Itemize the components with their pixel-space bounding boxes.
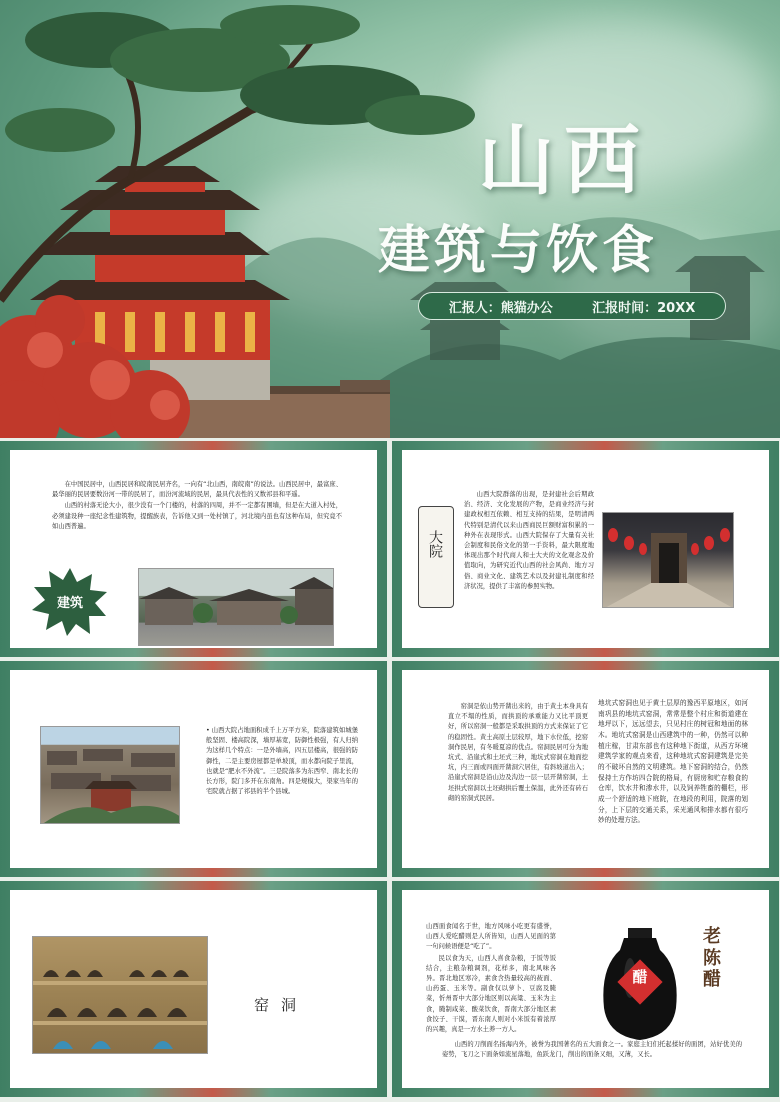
- title-slide: [0, 0, 780, 438]
- hero-title: 山西: [478, 116, 650, 205]
- report-info-bar: [418, 292, 726, 320]
- aerial-rooftops-icon: [41, 727, 180, 824]
- courtyard-features-text: [206, 726, 358, 798]
- slide-courtyard-features: [0, 661, 387, 877]
- paragraph: 地坑式窑洞也见于黄土层厚的豫西平原地区，如河南巩县的地坑式窑洞，常常是整个村庄和街道建在地坪以下，远远望去，只见村庄的树冠和地面的林木。地坑式窑洞是山西建筑中的一种，仍然可以种植庄稼，甘肃东部也有这种地下街道，从西方环境建筑学家的观点来看，这种地坑式窑洞建筑是完美的不破坏自然的文明建筑。地下窑洞的结合，仍然保持土方作坊四合院的格局，有厨房和贮存粮食的仓库，饮水井和渗水井，以及饲养牲畜的棚栏，形成一个舒适的地下庭院，在地段的利用，院落的划分，上下层的交通关系，采光通风和排水都有很巧妙的处理方法。: [598, 699, 748, 825]
- badge-label: 建筑: [56, 596, 83, 611]
- paragraph: 在中国民居中，山西民居和皖南民居齐名，一向有“北山西，南皖南”的说法。山西民居中，最富庶、最华丽的民居要数汾河一带的民居了，而汾河流域的民居，最具代表性的又数祁县和平遥。: [52, 481, 342, 499]
- slide-cuisine: [392, 881, 779, 1097]
- cave-dwelling-photo: [32, 936, 208, 1054]
- noodle-text: [442, 1040, 742, 1061]
- report-time-label: 汇报时间：20XX: [592, 300, 696, 316]
- lantern-courtyard-icon: [603, 513, 734, 608]
- cuisine-text: [426, 922, 556, 1036]
- slide-courtyard: [392, 441, 779, 657]
- aerial-compound-photo: [40, 726, 180, 824]
- slide-architecture-intro: [0, 441, 387, 657]
- slide-cave-dwelling-text: [392, 661, 779, 877]
- paragraph: 窑洞是依山势开凿出来的，由于黄土本身具有直立不塌的性质，而拱顶的承重能力又比平顶更好，所以窑洞一般都是采取拱顶的方式来保证了它的稳固性。黄土高原土层较厚，地下水位低，挖窑洞作民居，有冬暖夏凉的优点。窑洞民居可分为地坑式、沿崖式和土坯式三种，地坑式窑洞在地面挖坑，内三面或四面开凿洞穴居住，有斜坡道出入；沿崖式窑洞是沿山边及沟边一层一层开凿窑洞，土坯拱式窑洞以土坯砌拱后覆土保温，此外还有砖石砌的窑洞式民居。: [448, 703, 588, 802]
- vinegar-title: 老陈醋: [703, 926, 721, 991]
- courtyard-village-photo: [138, 568, 334, 646]
- cave-arches-icon: [33, 937, 208, 1054]
- cave-text-left: [448, 702, 588, 805]
- paragraph: [206, 726, 358, 797]
- paragraph: 民以食为天，山西人喜食杂粮，于饭等饭结合，主粮杂粮调剂，花样多，南北风味各异。晋北地区寒冷，素食含热量较高的莜面、山药蛋、玉米等。副食仅以萝卜、豆腐及腌菜，忻州晋中大部分地区则以高粱、玉米为主食，腌制咸菜、酸菜饮食，晋南大部分地区素食饺子、干馍，晋东南人则对小米饭有着浓厚的兴趣，真是一方水土养一方人。: [426, 954, 556, 1033]
- courtyard-text: [464, 490, 594, 593]
- courtyard-lantern-photo: [602, 512, 734, 608]
- slide-cave-dwelling: [0, 881, 387, 1097]
- village-rooftops-icon: [139, 569, 334, 646]
- paragraph: 山西大院群落的出现，是封建社会后期政治、经济、文化发展的产物，是商业经济与封建政权相互依赖、相互支持的结果，是明清两代特别是清代以来山西商民巨额财富积累的一种外在表现形式。山西大院保存了大量有关社会制度和民俗文化的第一手资料，最大限度地体现出那个时代商人和士大夫的文化观念及价值取向，为研究近代山西的社会风尚、地方习俗、商业文化、建筑艺术以及封建礼制度和经济状况，提供了丰富的参照实物。: [464, 491, 594, 590]
- paragraph: 山西的村落无论大小，很少没有一个门楼的，村落的四周，并不一定都有围墙，但是在大道入村处，必须建设种一座纪念性建筑物，提醒族表，告诉他又到一处村镇了，河北境内虽也有这种布局，但究竟不如山西普遍。: [52, 502, 342, 530]
- paragraph-text: 山西大院占地面积成千上万平方米，院落建筑如城堡般坚固、楼高院深，墙厚基宽，防御性极强，有人归纳为这样几个特点：一是外墙高，四五层楼高，很强的防御性，二是主要房屋都是单坡顶，而水都向院子里流，也就是“肥水不外流”。三是院落多为东西窄、南北长的长方形，院门多开在东南角。四是规模大，渠家当年的宅院就占据了祁县的半个县城。: [206, 727, 358, 796]
- architecture-text: [52, 480, 342, 533]
- bullet-icon: •: [206, 727, 212, 734]
- cave-text-right: [598, 698, 748, 827]
- paragraph: 山西面食闻名于世，地方风味小吃更有盛誉，山西人爱吃醋则是人所皆知，山西人见面的第一句问候语便是“吃了”。: [426, 923, 556, 951]
- hero-subtitle: 建筑与饮食: [378, 220, 659, 281]
- paragraph: 山西的刀削面名扬海内外，被誉为我国著名的五大面食之一。家庭主妇们托起揉好的面团，站好优美的姿势，飞刀之下面条如流星落地，鱼跃龙门，削出的面条又细，又薄，又长。: [442, 1041, 742, 1059]
- scroll-label: 大院: [427, 530, 443, 558]
- jar-label: 醋: [632, 968, 648, 986]
- reporter-label: 汇报人：熊猫办公: [448, 300, 553, 316]
- cave-label: 窑洞: [254, 996, 309, 1014]
